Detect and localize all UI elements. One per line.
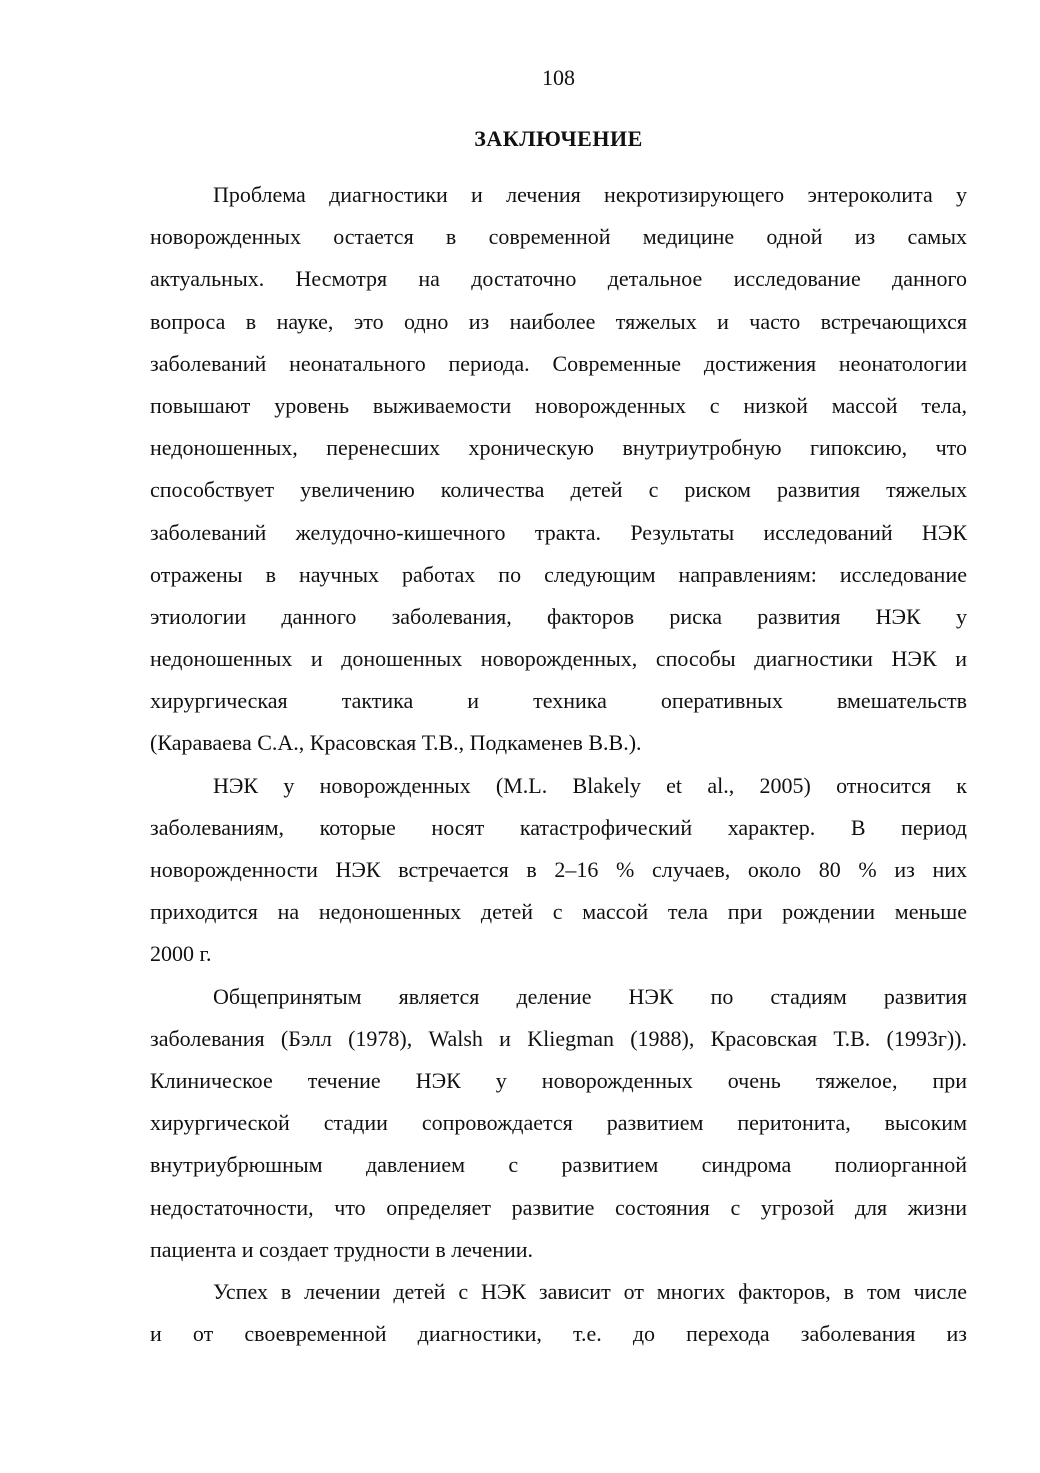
section-title: ЗАКЛЮЧЕНИЕ xyxy=(474,126,643,151)
text-line: актуальных. Несмотря на достаточно детальное исследование данного xyxy=(150,266,967,292)
text-line: и от своевременной диагностики, т.е. до перехода заболевания из xyxy=(150,1321,967,1347)
paragraph-3 xyxy=(150,976,967,1271)
text-line: хирургической стадии сопровождается развитием перитонита, высоким xyxy=(150,1110,967,1136)
text-line: новорожденных остается в современной медицине одной из самых xyxy=(150,224,967,250)
text-line: отражены в научных работах по следующим направлениям: исследование xyxy=(150,561,967,587)
text-line: недоношенных, перенесших хроническую внутриутробную гипоксию, что xyxy=(150,435,967,461)
text-line: приходится на недоношенных детей с массой тела при рождении меньше xyxy=(150,899,967,925)
text-line: недостаточности, что определяет развитие состояния с угрозой для жизни xyxy=(150,1194,967,1220)
text-line: этиологии данного заболевания, факторов риска развития НЭК у xyxy=(150,603,967,629)
body-text xyxy=(150,174,967,1355)
document-page xyxy=(150,0,967,1473)
text-line: заболеваниям, которые носят катастрофический характер. В период xyxy=(150,814,967,840)
text-line: хирургическая тактика и техника оперативных вмешательств xyxy=(150,688,967,714)
paragraph-2 xyxy=(150,765,967,976)
text-line: пациента и создает трудности в лечении. xyxy=(150,1236,534,1262)
text-line: внутриубрюшным давлением с развитием синдрома полиорганной xyxy=(150,1152,967,1178)
text-line: (Караваева С.А., Красовская Т.В., Подкаменев В.В.). xyxy=(150,730,642,756)
page-number: 108 xyxy=(542,65,575,90)
text-line: заболевания (Бэлл (1978), Walsh и Kliegman (1988), Красовская Т.В. (1993г)). xyxy=(150,1025,967,1051)
text-line: способствует увеличению количества детей с риском развития тяжелых xyxy=(150,477,967,503)
paragraph-4 xyxy=(150,1271,967,1355)
text-line: вопроса в науке, это одно из наиболее тяжелых и часто встречающихся xyxy=(150,308,967,334)
text-line: Успех в лечении детей с НЭК зависит от многих факторов, в том числе xyxy=(213,1278,967,1304)
text-line: недоношенных и доношенных новорожденных, способы диагностики НЭК и xyxy=(150,646,967,672)
text-line: НЭК у новорожденных (M.L. Blakely et al., 2005) относится к xyxy=(213,772,967,798)
text-line: заболеваний неонатального периода. Современные достижения неонатологии xyxy=(150,350,967,376)
text-line: Общепринятым является деление НЭК по стадиям развития xyxy=(213,983,967,1009)
text-line: новорожденности НЭК встречается в 2–16 % случаев, около 80 % из них xyxy=(150,857,967,882)
text-line: повышают уровень выживаемости новорожденных с низкой массой тела, xyxy=(150,392,967,418)
text-line: Проблема диагностики и лечения некротизирующего энтероколита у xyxy=(213,182,967,207)
text-line: Клиническое течение НЭК у новорожденных очень тяжелое, при xyxy=(150,1067,967,1093)
text-line: 2000 г. xyxy=(150,941,212,967)
text-line: заболеваний желудочно-кишечного тракта. Результаты исследований НЭК xyxy=(150,519,967,545)
paragraph-1 xyxy=(150,174,967,765)
